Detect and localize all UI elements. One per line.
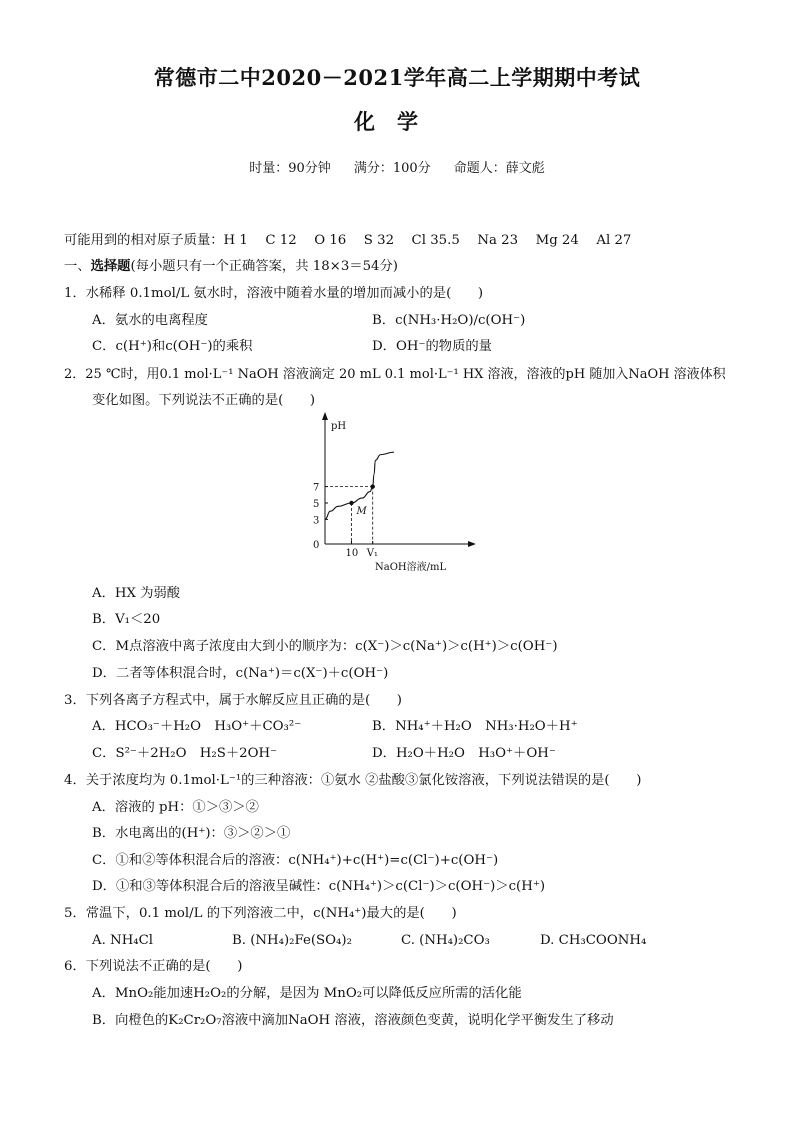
q6-stem: 6．下列说法不正确的是( ) — [64, 959, 243, 974]
q1-option-c: C．c(H⁺)和c(OH⁻)的乘积 — [92, 339, 253, 354]
q6-option-b: B．向橙色的K₂Cr₂O₇溶液中滴加NaOH 溶液，溶液颜色变黄，说明化学平衡发生了移动 — [92, 1013, 614, 1028]
q2-option-a: A．HX 为弱酸 — [92, 586, 181, 601]
q2-option-d: D．二者等体积混合时，c(Na⁺)＝c(X⁻)＋c(OH⁻) — [92, 666, 389, 681]
subject-title: 化学 — [354, 109, 440, 134]
q3-option-a: A．HCO₃⁻＋H₂O H₃O⁺＋CO₃²⁻ — [92, 719, 302, 734]
q4-stem: 4．关于浓度均为 0.1mol·L⁻¹的三种溶液：①氨水 ②盐酸③氯化铵溶液，下列说法错误的是( ) — [64, 773, 642, 788]
q4-option-d: D．①和③等体积混合后的溶液呈碱性：c(NH₄⁺)＞c(Cl⁻)＞c(OH⁻)＞c(H⁺) — [92, 879, 546, 894]
q3-stem: 3．下列各离子方程式中，属于水解反应且正确的是( ) — [64, 693, 402, 708]
q2-option-c: C．M点溶液中离子浓度由大到小的顺序为：c(X⁻)＞c(Na⁺)＞c(H⁺)＞c(OH⁻) — [92, 639, 558, 654]
y-axis-label: pH — [331, 421, 347, 432]
q1-option-b: B．c(NH₃·H₂O)/c(OH⁻) — [372, 313, 526, 328]
exam-meta: 时量：90分钟 满分：100分 命题人：薛文彪 — [249, 161, 545, 176]
q5-option-d: D. CH₃COONH₄ — [540, 933, 647, 948]
section-number: 一、 — [64, 259, 91, 274]
q1-option-a: A．氨水的电离程度 — [92, 313, 208, 328]
point-m-label: M — [356, 506, 367, 517]
q4-option-b: B．水电离出的(H⁺)：③＞②＞① — [92, 826, 291, 841]
atomic-masses: 可能用到的相对原子质量：H 1 C 12 O 16 S 32 Cl 35.5 Na 23 Mg 24 Al 27 — [64, 233, 632, 248]
q5-stem: 5．常温下，0.1 mol/L 的下列溶液二中，c(NH₄⁺)最大的是( ) — [64, 906, 457, 921]
x-axis-label: NaOH溶液/mL — [375, 562, 447, 572]
q3-option-b: B．NH₄⁺＋H₂O NH₃·H₂O＋H⁺ — [372, 719, 578, 734]
y-tick-label: 3 — [313, 515, 320, 527]
q1-option-d: D．OH⁻的物质的量 — [372, 339, 492, 354]
y-tick-label: 7 — [313, 482, 320, 494]
point-equivalence — [371, 484, 375, 488]
origin-label: 0 — [313, 540, 320, 551]
q2-stem-line1: 2．25 ℃时，用0.1 mol·L⁻¹ NaOH 溶液滴定 20 mL 0.1 mol·L⁻¹ HX 溶液，溶液的pH 随加入NaOH 溶液体积 — [64, 367, 726, 382]
point-m — [349, 501, 353, 505]
q2-option-b: B．V₁＜20 — [92, 612, 161, 627]
q4-option-a: A．溶液的 pH：①＞③＞② — [92, 800, 259, 815]
x-tick-label: V₁ — [366, 548, 378, 559]
q6-option-a: A．MnO₂能加速H₂O₂的分解，是因为 MnO₂可以降低反应所需的活化能 — [92, 986, 522, 1001]
section-heading-bold: 选择题 — [90, 259, 131, 274]
x-tick-label: 10 — [345, 548, 359, 559]
y-axis-arrow — [322, 412, 328, 420]
q3-option-c: C．S²⁻＋2H₂O H₂S＋2OH⁻ — [92, 746, 278, 761]
exam-title: 常德市二中2020－2021学年高二上学期期中考试 — [153, 65, 641, 90]
q5-option-b: B. (NH₄)₂Fe(SO₄)₂ — [232, 933, 352, 948]
q5-option-c: C. (NH₄)₂CO₃ — [401, 933, 490, 948]
section-heading — [64, 258, 398, 276]
section-heading-rest: (每小题只有一个正确答案，共 18×3＝54分) — [130, 259, 398, 274]
ph-titration-chart — [300, 408, 500, 572]
y-tick-label: 5 — [313, 499, 320, 510]
q5-option-a: A. NH₄Cl — [92, 933, 154, 948]
q1-stem: 1．水稀释 0.1mol/L 氨水时，溶液中随着水量的增加而减小的是( ) — [64, 286, 484, 301]
q2-stem-line2: 变化如图。下列说法不正确的是( ) — [92, 393, 316, 408]
x-axis-arrow — [468, 541, 476, 547]
q3-option-d: D．H₂O＋H₂O H₃O⁺＋OH⁻ — [372, 746, 556, 761]
q4-option-c: C．①和②等体积混合后的溶液：c(NH₄⁺)+c(H⁺)=c(Cl⁻)+c(OH⁻) — [92, 853, 499, 868]
